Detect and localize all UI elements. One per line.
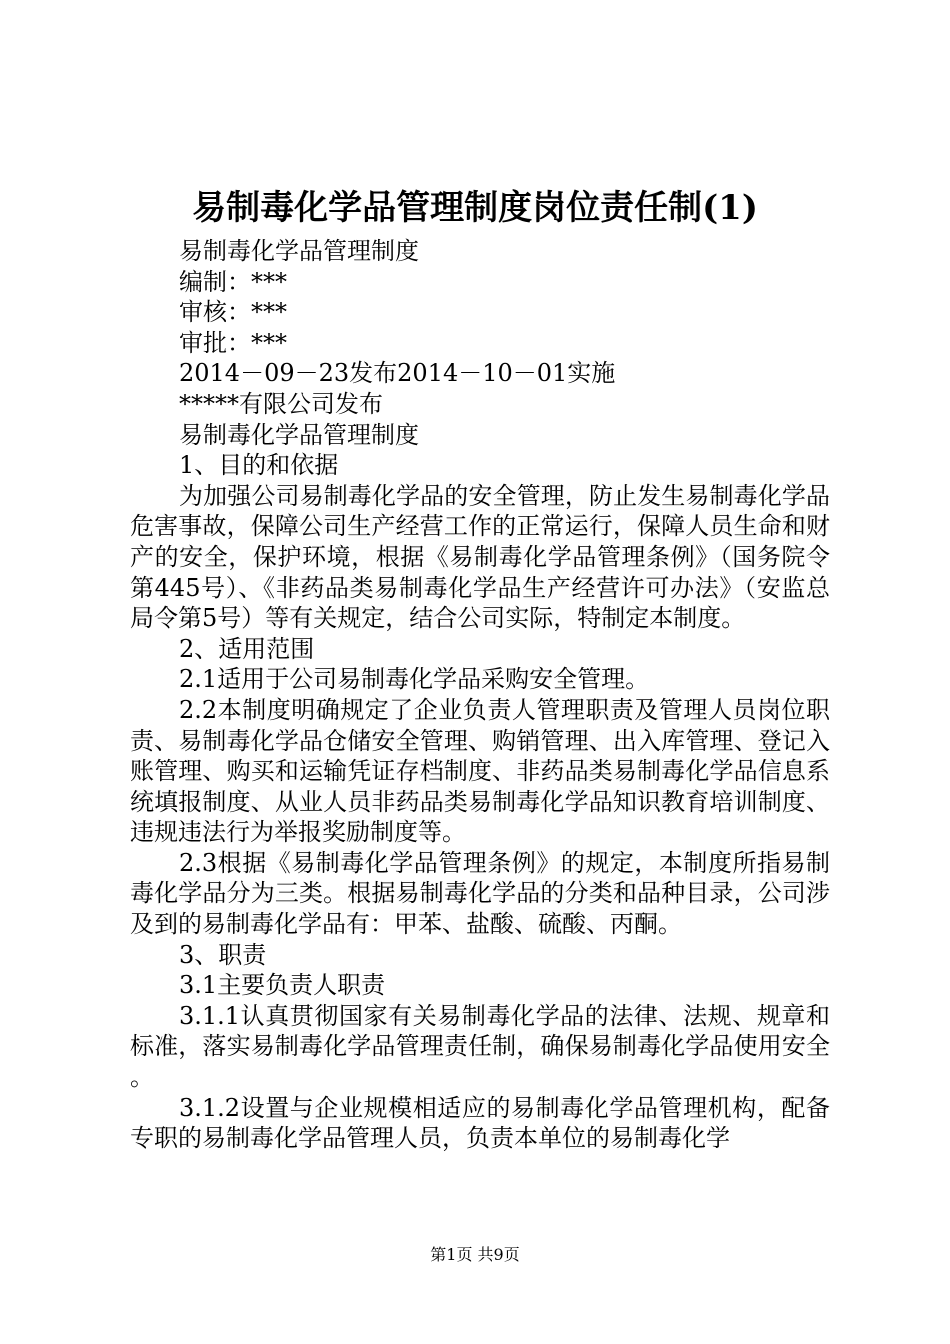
page-footer: 第1页 共9页 [430, 1245, 520, 1264]
paragraph-scope-2-1: 2.1适用于公司易制毒化学品采购安全管理。 [179, 665, 650, 694]
publisher-line: *****有限公司发布 [179, 389, 383, 418]
compiler-line: 编制：*** [179, 267, 287, 296]
paragraph-purpose: 为加强公司易制毒化学品的安全管理，防止发生易制毒化学品危害事故，保障公司生产经营工作的正常运行，保障人员生命和财产的安全，保护环境，根据《易制毒化学品管理条例》（国务院令第445号）、《非药品类易制毒化学品生产经营许可办法》（安监总局令第5号）等有关规定，结合公司实际，特制定本制度。 [130, 481, 830, 633]
paragraph-duty-3-1-2: 3.1.2设置与企业规模相适应的易制毒化学品管理机构，配备专职的易制毒化学品管理人员，负责本单位的易制毒化学 [130, 1093, 830, 1153]
heading-duty: 3、职责 [179, 940, 267, 969]
reviewer-line: 审核：*** [179, 298, 287, 327]
document-title: 易制毒化学品管理制度岗位责任制(1) [192, 188, 758, 228]
heading-scope: 2、适用范围 [179, 634, 315, 663]
heading-purpose: 1、目的和依据 [179, 451, 339, 480]
document-body [130, 236, 830, 1154]
paragraph-scope-2-2: 2.2本制度明确规定了企业负责人管理职责及管理人员岗位职责、易制毒化学品仓储安全管理、购销管理、出入库管理、登记入账管理、购买和运输凭证存档制度、非药品类易制毒化学品信息系统填报制度、从业人员非药品类易制毒化学品知识教育培训制度、违规违法行为举报奖励制度等。 [130, 695, 830, 847]
heading-duty-3-1: 3.1主要负责人职责 [179, 971, 386, 1000]
approver-line: 审批：*** [179, 328, 287, 357]
date-line: 2014－09－23发布2014－10－01实施 [179, 359, 616, 388]
paragraph-scope-2-3: 2.3根据《易制毒化学品管理条例》的规定，本制度所指易制毒化学品分为三类。根据易制毒化学品的分类和品种目录，公司涉及到的易制毒化学品有：甲苯、盐酸、硫酸、丙酮。 [130, 848, 830, 939]
paragraph-duty-3-1-1: 3.1.1认真贯彻国家有关易制毒化学品的法律、法规、规章和标准，落实易制毒化学品管理责任制，确保易制毒化学品使用安全。 [130, 1001, 830, 1092]
subtitle-line: 易制毒化学品管理制度 [179, 237, 419, 265]
section-title-line: 易制毒化学品管理制度 [179, 420, 419, 449]
